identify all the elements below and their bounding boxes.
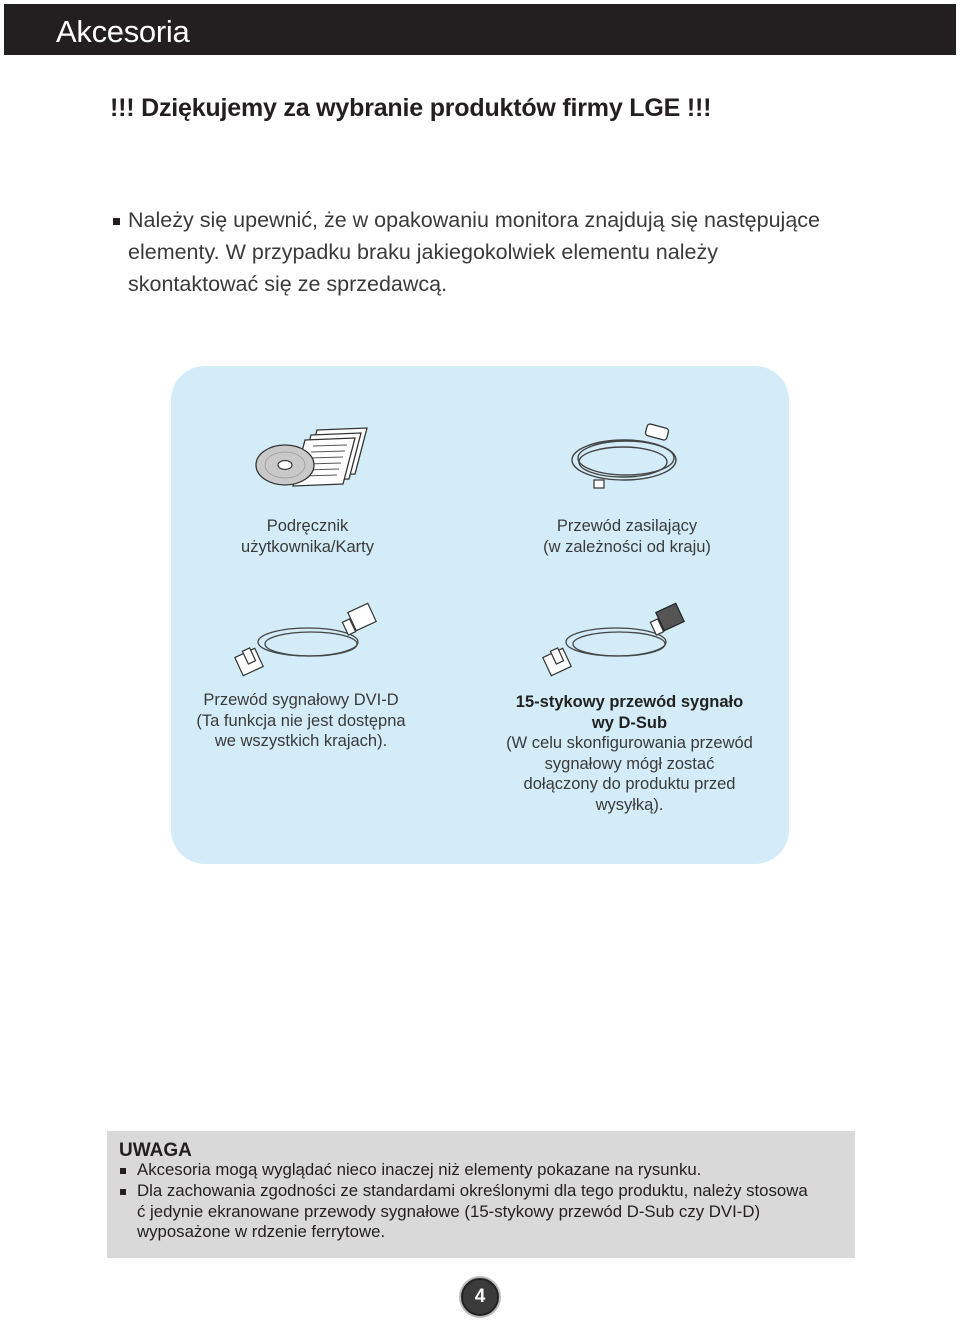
accessories-panel <box>171 366 789 864</box>
intro-paragraph <box>128 204 868 300</box>
note-item: Dla zachowania zgodności ze standardami określonymi dla tego produktu, należy stosowa ć jedynie ekranowane przewody sygnałowe (15-stykowy przewód D-Sub czy DVI-D) wyposażone w rdzenie ferrytowe. <box>137 1181 808 1242</box>
intro-line: skontaktować się ze sprzedawcą. <box>128 272 448 296</box>
thanks-heading: !!! Dziękujemy za wybranie produktów firmy LGE !!! <box>110 94 712 122</box>
intro-line: elementy. W przypadku braku jakiegokolwiek elementu należy <box>128 240 718 264</box>
page-number: 4 <box>461 1278 499 1316</box>
note-item: Akcesoria mogą wyglądać nieco inaczej niż elementy pokazane na rysunku. <box>137 1160 702 1179</box>
dvi-cable-icon <box>233 602 383 680</box>
bullet-icon <box>120 1168 126 1174</box>
bullet-icon <box>113 218 120 225</box>
item-label-power-cord: Przewód zasilający (w zależności od kraju) <box>543 517 711 556</box>
bullet-icon <box>120 1189 126 1195</box>
item-label-dvi: Przewód sygnałowy DVI-D (Ta funkcja nie jest dostępna we wszystkich krajach). <box>196 691 406 750</box>
page-title: Akcesoria <box>56 14 190 49</box>
power-cord-icon <box>566 418 696 498</box>
intro-line: Należy się upewnić, że w opakowaniu monitora znajdują się następujące <box>128 208 820 232</box>
header-bar <box>4 4 956 55</box>
item-label-dsub: 15-stykowy przewód sygnało wy D-Sub (W celu skonfigurowania przewód sygnałowy mógł zostać dołączony do produktu przed wysyłką). <box>506 693 753 814</box>
item-label-manual: Podręcznik użytkownika/Karty <box>241 517 374 556</box>
note-title: UWAGA <box>119 1140 192 1161</box>
dsub-cable-icon <box>541 602 691 680</box>
note-box <box>107 1131 855 1258</box>
cd-manual-icon <box>255 422 385 492</box>
